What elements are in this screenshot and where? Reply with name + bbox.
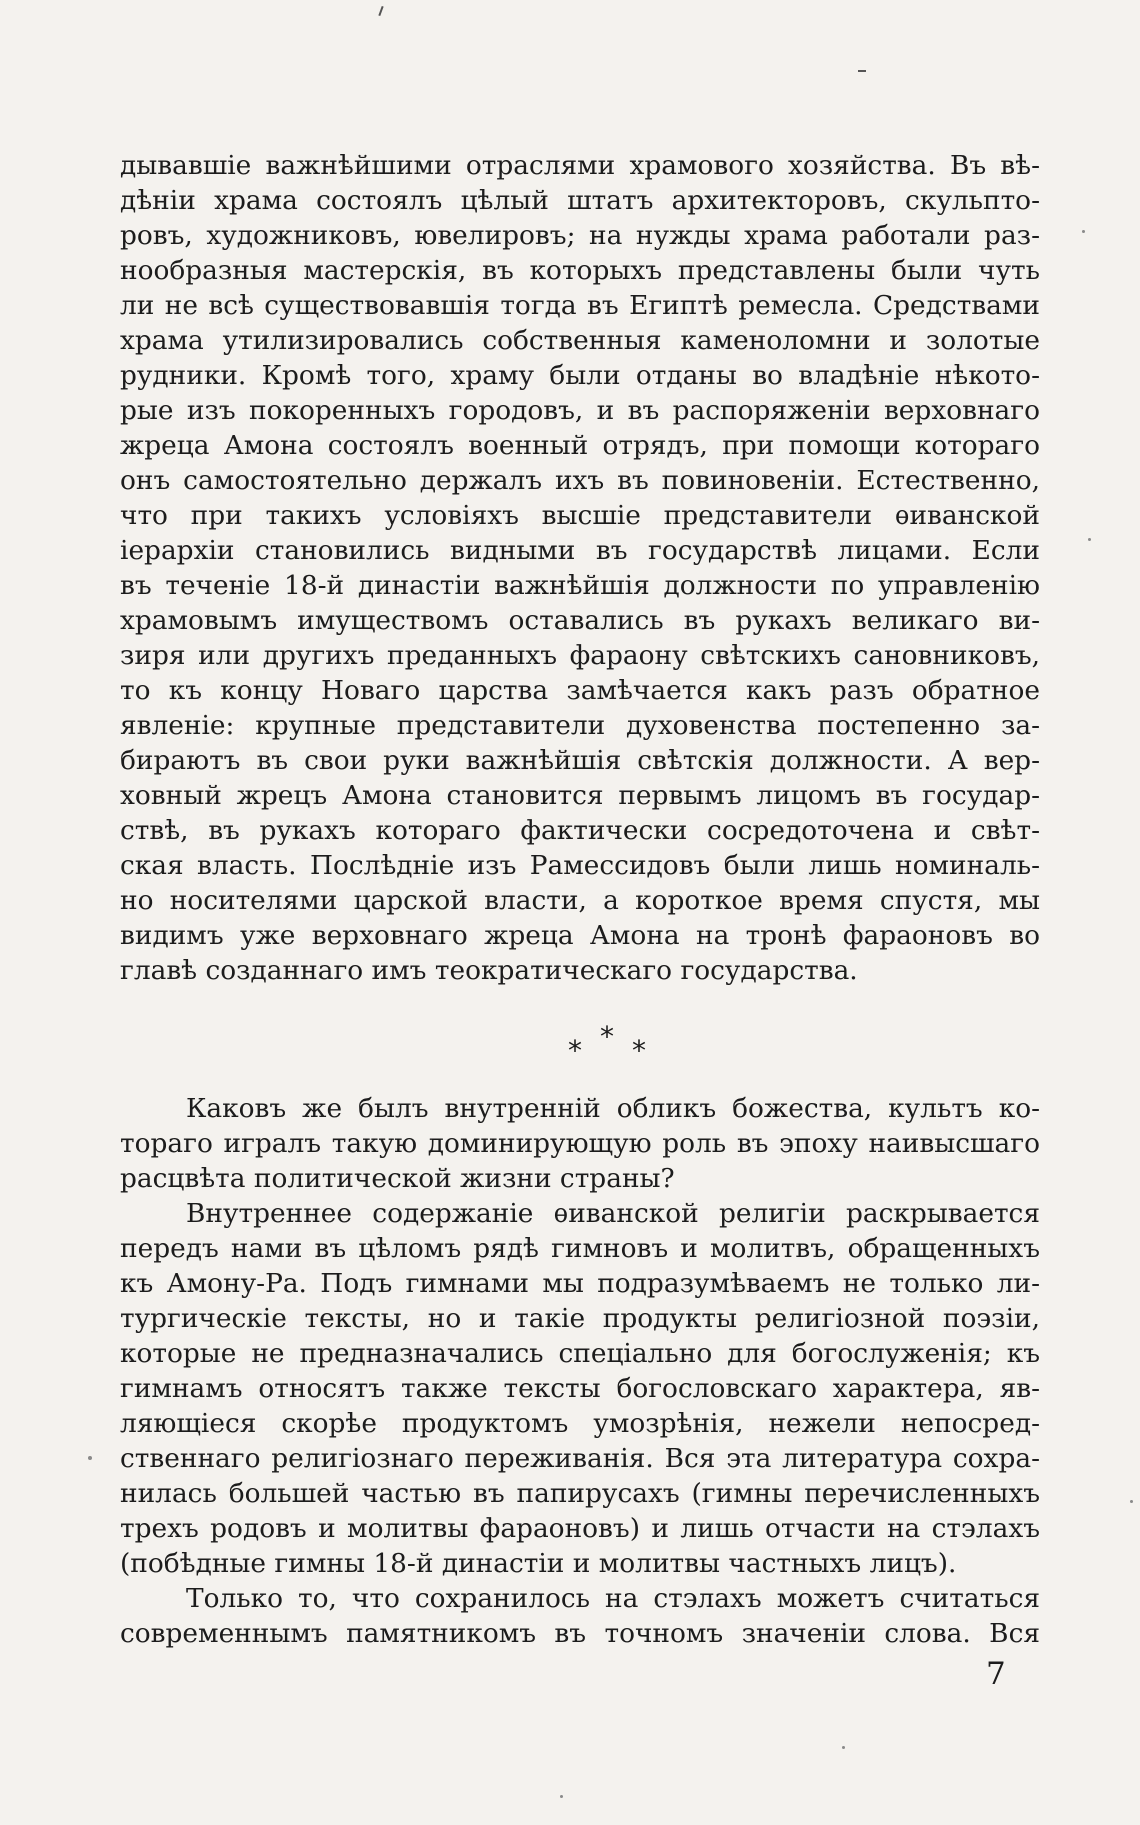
text-line: современнымъ памятникомъ въ точномъ значенiи слова. Вся (120, 1618, 1040, 1649)
text-line: онъ самостоятельно держалъ ихъ въ повиновенiи. Естественно, (120, 465, 1040, 496)
text-line: тораго игралъ такую доминирующую роль въ эпоху наивысшаго (120, 1128, 1040, 1159)
page-number: 7 (986, 1656, 1006, 1692)
asterisk: * (632, 1034, 646, 1067)
text-line: храма утилизировались собственныя каменоломни и золотые (120, 325, 1040, 356)
text-line: которые не предназначались спецiально для богослуженiя; къ (120, 1338, 1040, 1369)
paragraph-top (120, 148, 1040, 988)
text-line: нообразныя мастерскiя, въ которыхъ представлены были чуть (120, 255, 1040, 286)
section-break (560, 1020, 660, 1067)
text-line: (побѣдные гимны 18-й династiи и молитвы частныхъ лицъ). (120, 1548, 957, 1579)
text-line: что при такихъ условiяхъ высшiе представители ѳиванской (120, 500, 1040, 531)
text-line: Каковъ же былъ внутреннiй обликъ божества, культъ ко- (186, 1093, 1040, 1124)
text-line: зиря или другихъ преданныхъ фараону свѣтскихъ сановниковъ, (120, 640, 1040, 671)
text-line: бираютъ въ свои руки важнѣйшiя свѣтскiя должности. А вер- (120, 745, 1040, 776)
text-line: тургическiе тексты, но и такiе продукты религiозной поэзiи, (120, 1303, 1040, 1334)
text-line: главѣ созданнаго имъ теократическаго государства. (120, 955, 858, 986)
speck (1130, 1500, 1133, 1503)
text-line: ли не всѣ существовавшiя тогда въ Египтѣ ремесла. Средствами (120, 290, 1040, 321)
text-line: жреца Амона состоялъ военный отрядъ, при помощи котораго (120, 430, 1040, 461)
stray-mark (858, 70, 866, 72)
paragraphs-bottom (120, 1091, 1040, 1651)
text-line: дѣнiи храма состоялъ цѣлый штатъ архитекторовъ, скульпто- (120, 185, 1040, 216)
text-line: нилась большей частью въ папирусахъ (гимны перечисленныхъ (120, 1478, 1040, 1509)
text-line: передъ нами въ цѣломъ рядѣ гимновъ и молитвъ, обращенныхъ (120, 1233, 1040, 1264)
text-line: въ теченiе 18-й династiи важнѣйшiя должности по управленiю (120, 570, 1040, 601)
text-line: ляющiеся скорѣе продуктомъ умозрѣнiя, нежели непосред- (120, 1408, 1040, 1439)
speck (88, 1456, 92, 1460)
text-line: трехъ родовъ и молитвы фараоновъ) и лишь отчасти на стэлахъ (120, 1513, 1040, 1544)
asterisk: * (600, 1020, 614, 1053)
text-line: храмовымъ имуществомъ оставались въ рукахъ великаго ви- (120, 605, 1040, 636)
text-line: ская власть. Послѣднiе изъ Рамессидовъ были лишь номиналь- (120, 850, 1040, 881)
speck (1082, 230, 1085, 233)
text-line: явленiе: крупные представители духовенства постепенно за- (120, 710, 1040, 741)
text-line: ровъ, художниковъ, ювелировъ; на нужды храма работали раз- (120, 220, 1040, 251)
text-line: къ Амону-Ра. Подъ гимнами мы подразумѣваемъ не только ли- (120, 1268, 1040, 1299)
text-line: ственнаго религiознаго переживанiя. Вся эта литература сохра- (120, 1443, 1040, 1474)
text-line: дывавшiе важнѣйшими отраслями храмового хозяйства. Въ вѣ- (120, 150, 1040, 181)
text-line: расцвѣта политической жизни страны? (120, 1163, 675, 1194)
speck (842, 1746, 845, 1749)
text-line: но носителями царской власти, а короткое время спустя, мы (120, 885, 1040, 916)
text-line: то къ концу Новаго царства замѣчается какъ разъ обратное (120, 675, 1040, 706)
text-line: Только то, что сохранилось на стэлахъ можетъ считаться (186, 1583, 1040, 1614)
text-line: iерархiи становились видными въ государствѣ лицами. Если (120, 535, 1040, 566)
text-line: гимнамъ относятъ также тексты богословскаго характера, яв- (120, 1373, 1040, 1404)
text-line: рудники. Кромѣ того, храму были отданы во владѣнiе нѣкото- (120, 360, 1040, 391)
text-line: ствѣ, въ рукахъ котораго фактически сосредоточена и свѣт- (120, 815, 1040, 846)
speck (560, 1795, 563, 1798)
text-line: видимъ уже верховнаго жреца Амона на тронѣ фараоновъ во (120, 920, 1040, 951)
text-line: ховный жрецъ Амона становится первымъ лицомъ въ государ- (120, 780, 1040, 811)
asterisk: * (568, 1034, 582, 1067)
speck (1088, 538, 1091, 541)
stray-mark (378, 6, 383, 16)
text-line: Внутреннее содержанiе ѳиванской религiи раскрывается (186, 1198, 1040, 1229)
text-line: рые изъ покоренныхъ городовъ, и въ распоряженiи верховнаго (120, 395, 1040, 426)
